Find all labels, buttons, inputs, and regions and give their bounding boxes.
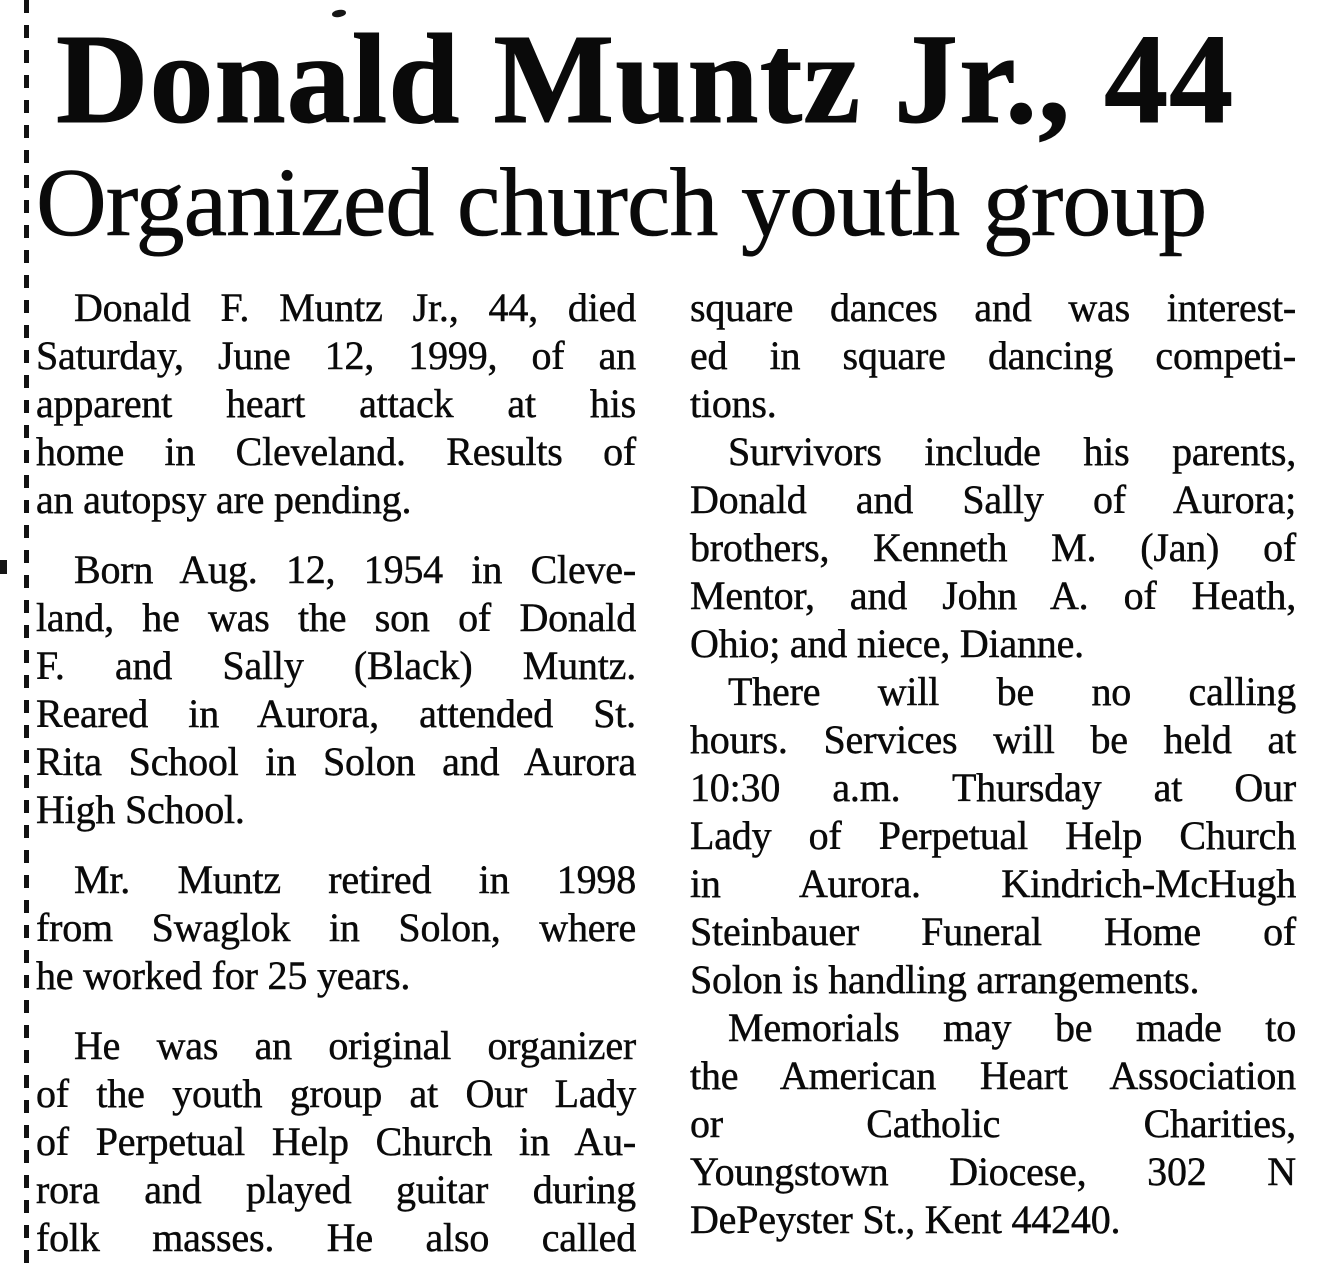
paragraph-youth-group-continued (690, 284, 1296, 428)
text-line: Donald F. Muntz Jr., 44, died (74, 284, 636, 330)
headline: Donald Muntz Jr., 44 (56, 8, 1235, 150)
obituary-article (36, 8, 1298, 1262)
text-line: Steinbauer Funeral Home of (690, 908, 1296, 954)
ink-speck (0, 560, 7, 574)
text-line: DePeyster St., Kent 44240. (690, 1196, 1121, 1242)
text-line: home in Cleveland. Results of (36, 428, 636, 474)
column-right (690, 284, 1296, 1262)
text-line: apparent heart attack at his (36, 380, 636, 426)
text-line: He was an original organizer (74, 1022, 636, 1068)
text-line: Memorials may be made to (728, 1004, 1296, 1050)
text-line: land, he was the son of Donald (36, 594, 636, 640)
text-line: Mr. Muntz retired in 1998 (74, 856, 636, 902)
text-line: of Perpetual Help Church in Au- (36, 1118, 636, 1164)
text-line: Born Aug. 12, 1954 in Cleve- (74, 546, 636, 592)
paragraph-services (690, 668, 1296, 1004)
text-line: Youngstown Diocese, 302 N (690, 1148, 1296, 1194)
text-line: Lady of Perpetual Help Church (690, 812, 1296, 858)
text-line: Saturday, June 12, 1999, of an (36, 332, 636, 378)
column-left (36, 284, 636, 1262)
paragraph-memorials (690, 1004, 1296, 1244)
text-line: he worked for 25 years. (36, 952, 411, 998)
paragraph-survivors (690, 428, 1296, 668)
text-line: the American Heart Association (690, 1052, 1296, 1098)
text-line: square dances and was interest- (690, 284, 1296, 330)
paragraph-early-life (36, 546, 636, 834)
paragraph-youth-group (36, 1022, 636, 1262)
text-line: Solon is handling arrangements. (690, 956, 1200, 1002)
text-line: 10:30 a.m. Thursday at Our (690, 764, 1296, 810)
paragraph-career (36, 856, 636, 1000)
text-line: from Swaglok in Solon, where (36, 904, 636, 950)
text-line: hours. Services will be held at (690, 716, 1296, 762)
text-line: in Aurora. Kindrich-McHugh (690, 860, 1296, 906)
text-line: brothers, Kenneth M. (Jan) of (690, 524, 1296, 570)
article-columns (36, 284, 1298, 1262)
text-line: Survivors include his parents, (728, 428, 1296, 474)
text-line: Reared in Aurora, attended St. (36, 690, 636, 736)
text-line: High School. (36, 786, 245, 832)
text-line: rora and played guitar during (36, 1166, 636, 1212)
text-line: Rita School in Solon and Aurora (36, 738, 636, 784)
text-line: Donald and Sally of Aurora; (690, 476, 1296, 522)
text-line: tions. (690, 380, 777, 426)
paragraph-death-notice (36, 284, 636, 524)
subheadline: Organized church youth group (36, 148, 1207, 257)
text-line: Mentor, and John A. of Heath, (690, 572, 1296, 618)
text-line: Ohio; and niece, Dianne. (690, 620, 1084, 666)
text-line: an autopsy are pending. (36, 476, 412, 522)
text-line: folk masses. He also called (36, 1214, 636, 1260)
text-line: or Catholic Charities, (690, 1100, 1296, 1146)
dashed-cut-line (24, 0, 29, 1273)
text-line: F. and Sally (Black) Muntz. (36, 642, 636, 688)
text-line: of the youth group at Our Lady (36, 1070, 636, 1116)
text-line: There will be no calling (728, 668, 1296, 714)
text-line: ed in square dancing competi- (690, 332, 1296, 378)
